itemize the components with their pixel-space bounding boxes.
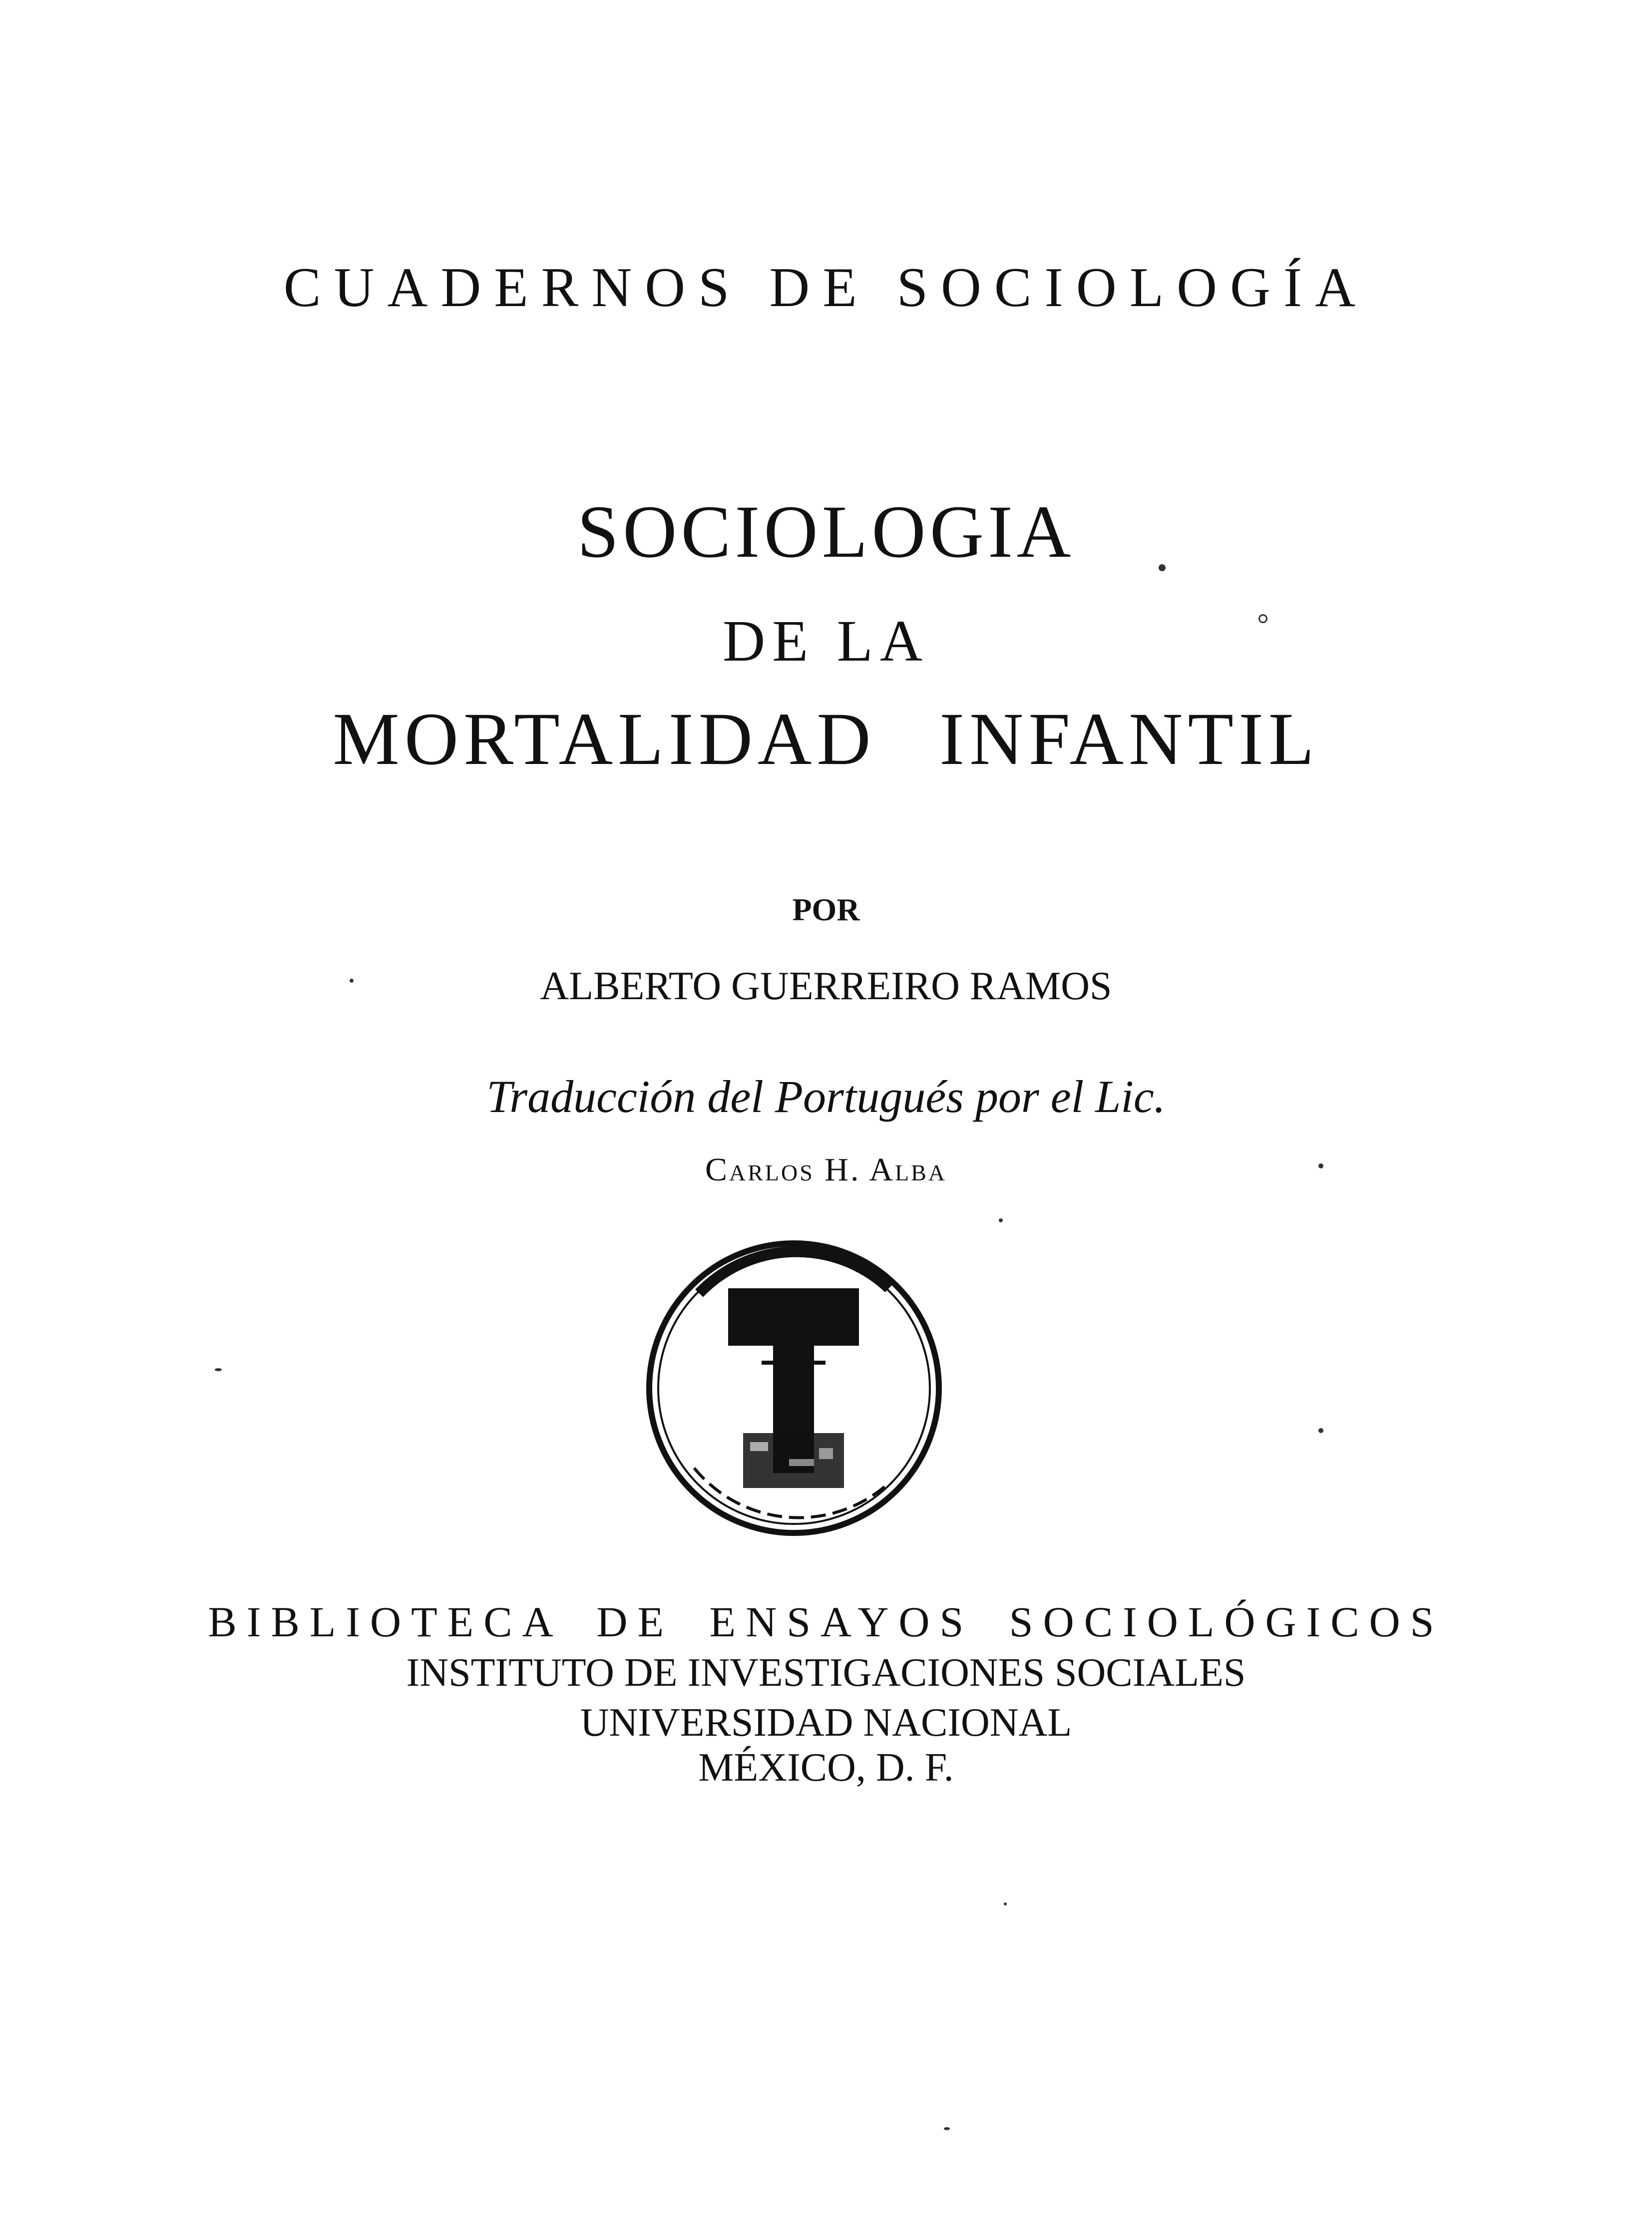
print-speck xyxy=(350,979,354,983)
book-title-line-3: MORTALIDAD INFANTIL xyxy=(333,698,1319,780)
print-speck xyxy=(944,2127,950,2130)
print-speck xyxy=(1318,1163,1323,1168)
author-name: ALBERTO GUERREIRO RAMOS xyxy=(540,964,1112,1008)
publisher-series: BIBLIOTECA DE ENSAYOS SOCIOLÓGICOS xyxy=(208,1598,1444,1646)
publisher-university: UNIVERSIDAD NACIONAL xyxy=(580,1701,1072,1745)
byline-por: POR xyxy=(792,892,860,927)
publisher-location: MÉXICO, D. F. xyxy=(698,1746,954,1790)
print-speck xyxy=(1159,564,1166,571)
translator-name: Carlos H. Alba xyxy=(705,1151,947,1188)
book-title-line-2: DE LA xyxy=(722,608,930,674)
print-speck xyxy=(1004,1902,1007,1905)
translation-credit: Traducción del Portugués por el Lic. xyxy=(486,1071,1166,1122)
print-speck xyxy=(1258,614,1267,623)
institutional-emblem-icon xyxy=(639,1233,949,1543)
print-speck xyxy=(215,1368,222,1371)
series-title: CUADERNOS DE SOCIOLOGÍA xyxy=(283,257,1369,319)
print-speck xyxy=(1318,1428,1323,1433)
publisher-institute: INSTITUTO DE INVESTIGACIONES SOCIALES xyxy=(406,1651,1246,1695)
print-speck xyxy=(999,1218,1003,1222)
book-title-line-1: SOCIOLOGIA xyxy=(577,490,1075,573)
